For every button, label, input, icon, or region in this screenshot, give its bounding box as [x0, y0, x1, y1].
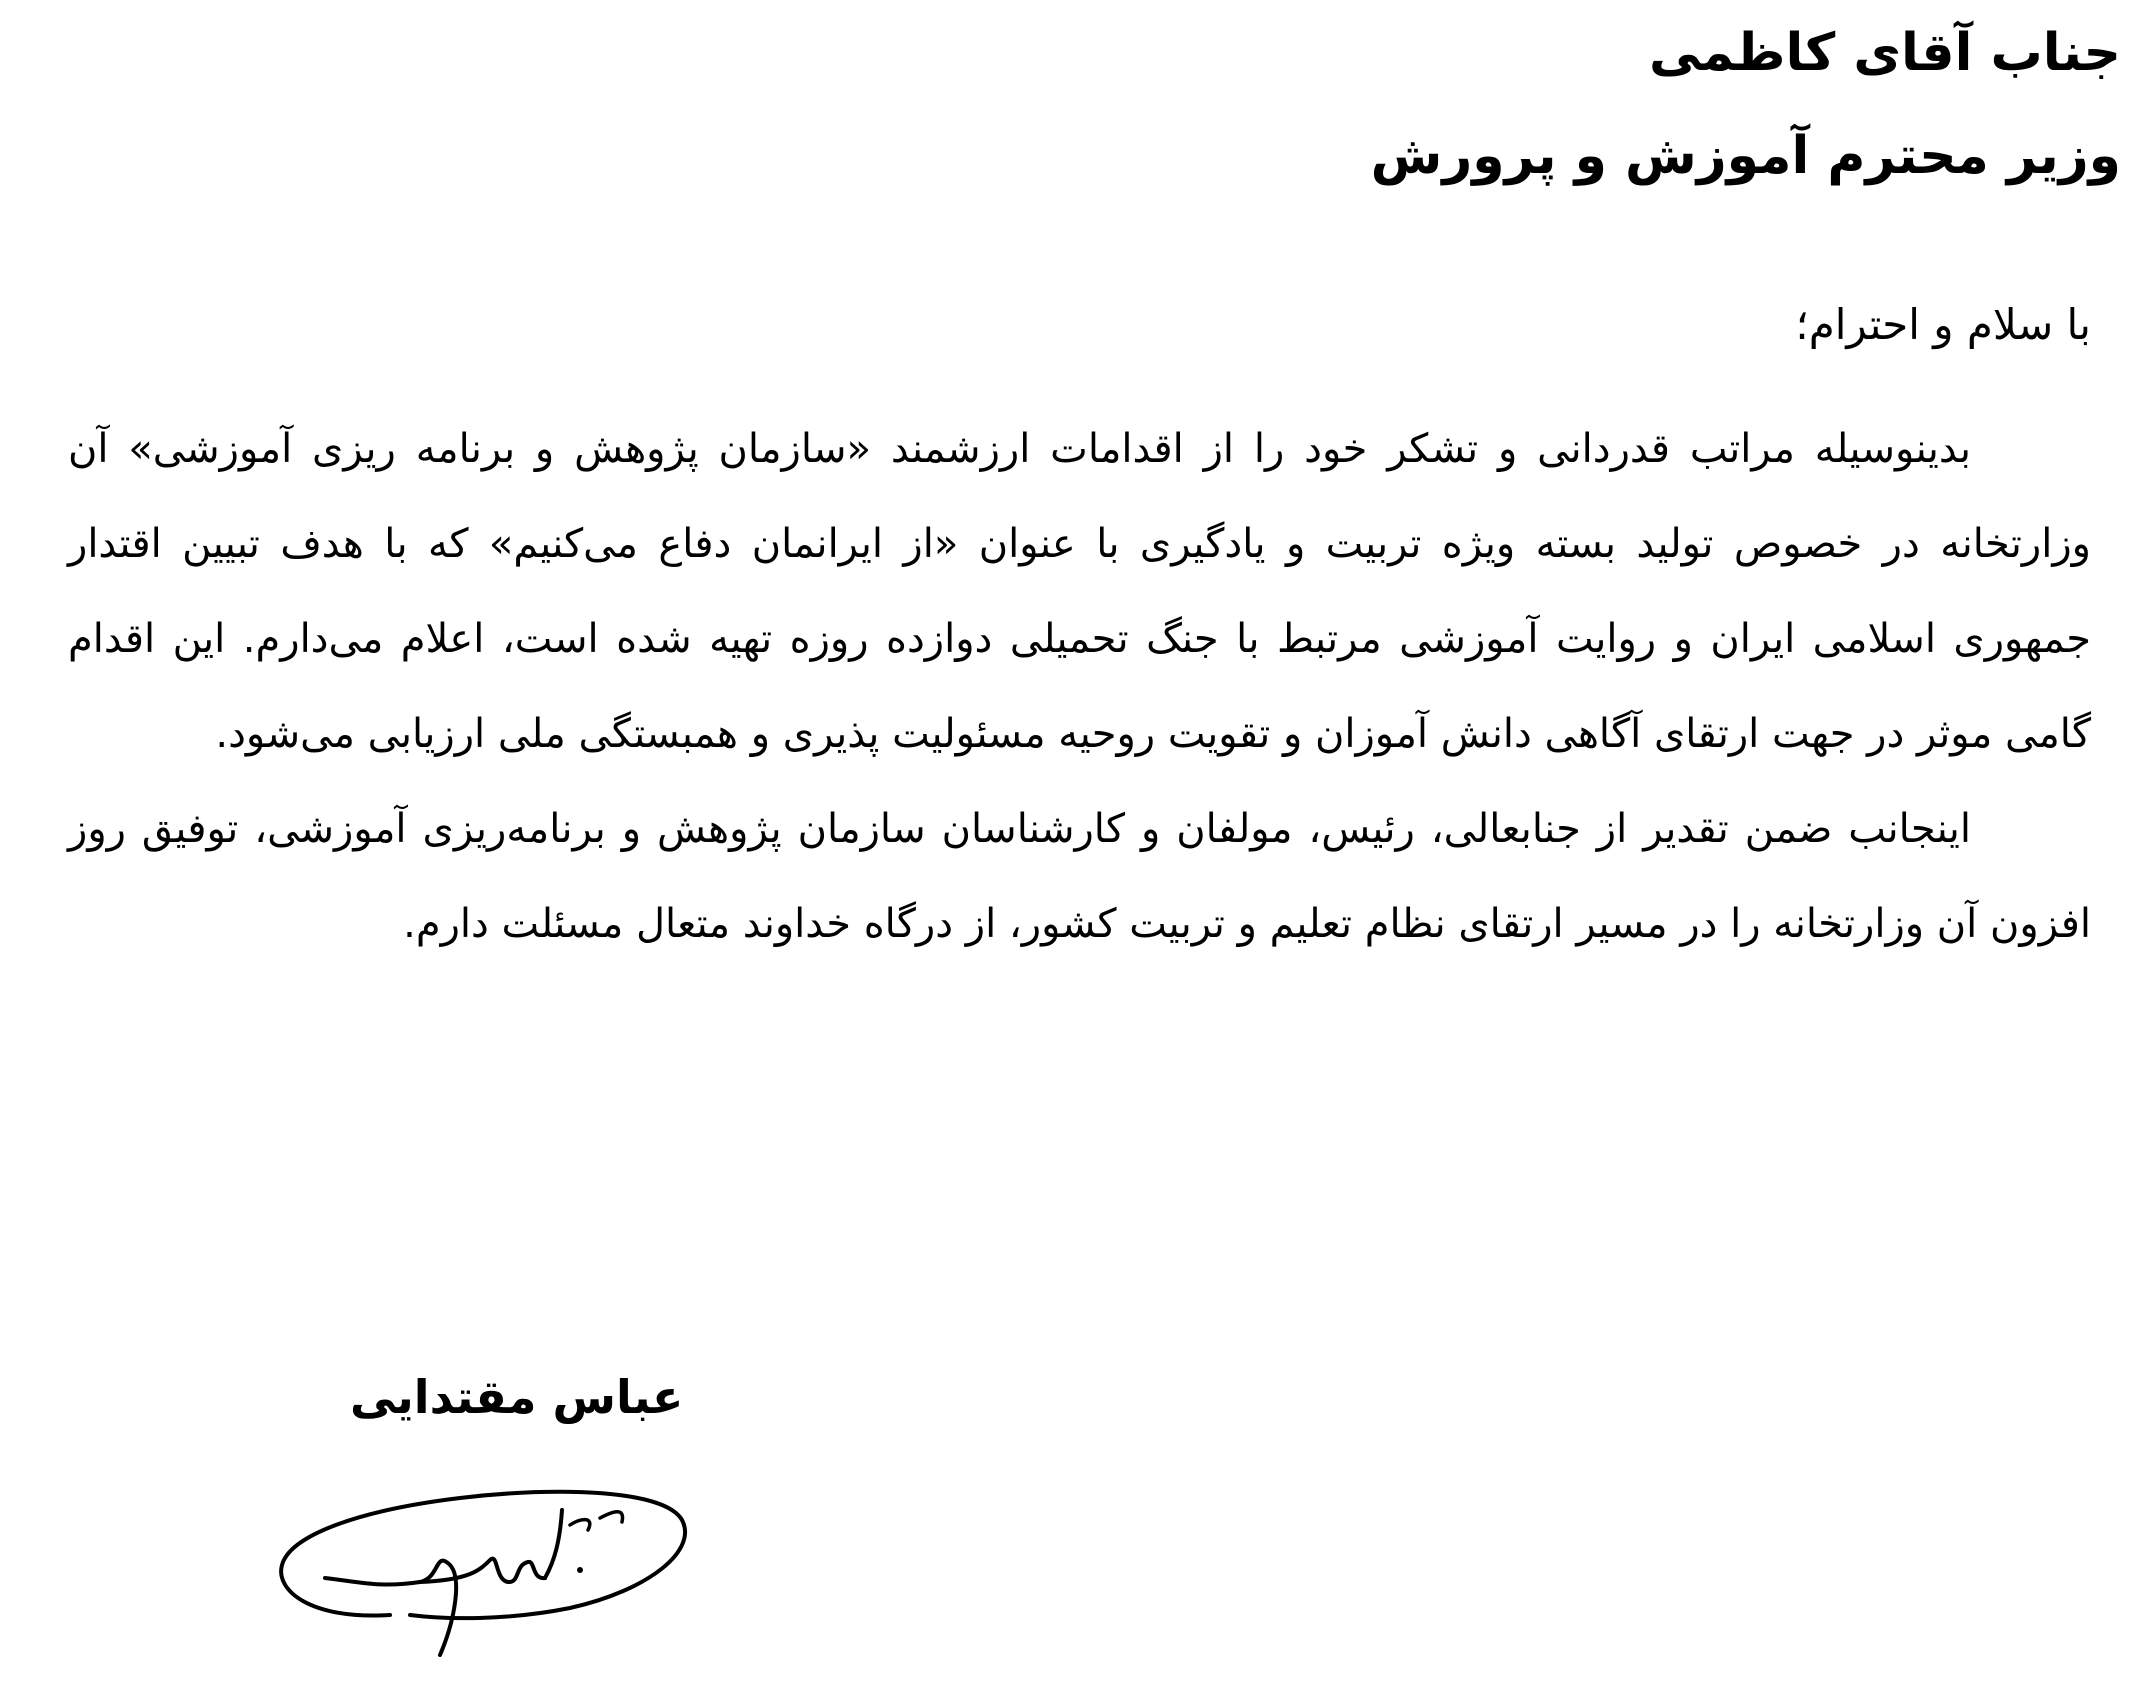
addressee-name: جناب آقای کاظمی: [1649, 23, 2121, 83]
letter-body: [68, 402, 2091, 972]
body-paragraph-2: اینجانب ضمن تقدیر از جنابعالی، رئیس، مولفان و کارشناسان سازمان پژوهش و برنامه‌ریزی آموزشی، توفیق روز افزون آن وزارتخانه را در مسیر ارتقای نظام تعلیم و تربیت کشور، از درگاه خداوند متعال مسئلت دارم.: [68, 806, 2091, 947]
salutation: با سلام و احترام؛: [1795, 300, 2091, 349]
signer-name: عباس مقتدایی: [350, 1370, 684, 1424]
body-paragraph-1: بدینوسیله مراتب قدردانی و تشکر خود را از اقدامات ارزشمند «سازمان پژوهش و برنامه ریزی آموزشی» آن وزارتخانه در خصوص تولید بسته ویژه تربیت و یادگیری با عنوان «از ایرانمان دفاع می‌کنیم» که با هدف تبیین اقتدار جمهوری اسلامی ایران و روایت آموزشی مرتبط با جنگ تحمیلی دوازده روزه تهیه شده است، اعلام می‌دارم. این اقدام گامی موثر در جهت ارتقای آگاهی دانش آموزان و تقویت روحیه مسئولیت پذیری و همبستگی ملی ارزیابی می‌شود.: [68, 426, 2091, 757]
addressee-title: وزیر محترم آموزش و پرورش: [1370, 126, 2121, 186]
signature-icon: [270, 1470, 700, 1660]
